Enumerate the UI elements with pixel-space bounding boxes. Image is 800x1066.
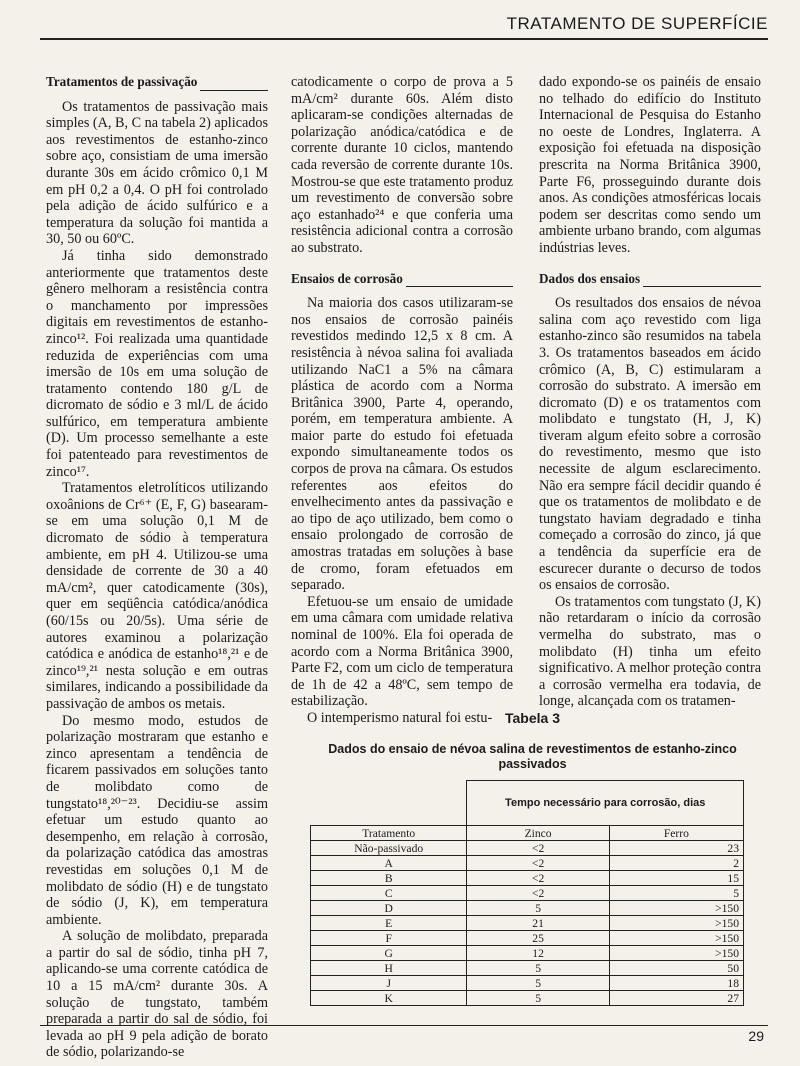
paragraph: Os resultados dos ensaios de névoa salina com aço revestido com liga estanho-zinco são resumidos na tabela 3. Os tratamentos baseados em ácido crômico (A, B, C) estimularam a corrosão do substrato. A imersão em dicromato (D) e os tratamentos com molibdato e tungstato (H, J, K) tiveram algum efeito sobre a corrosão do revestimento, mesmo que isto necessite de algum esclarecimento. Não era sempre fácil decidir quando é que os tratamentos de molibdato e de tungstato haviam degradado e tinha começado a corrosão do zinco, já que a tendência da superfície era de escurecer durante o decurso de todos os ensaios de corrosão. [539,295,761,594]
page-number: 29 [748,1028,764,1044]
table-group-header-row [311,781,744,826]
paragraph: Tratamentos eletrolíticos utilizando oxoânions de Cr⁶⁺ (E, F, G) basearam-se em uma solução 0,1 M de dicromato de sódio à temperatura ambiente, em pH 4. Utilizou-se uma densidade de corrente de 30 a 40 mA/cm², quer catodicamente (30s), quer em seqüência catódica/anódica (60/15s ou 20/5s). Uma série de autores examinou a polarização catódica e anódica de estanho¹⁸,²¹ e de zinco¹⁹,²¹ nesta solução e em outras similares, indicando a possibilidade da passivação de ambos os metais. [46,480,268,712]
table-row: C <2 5 [311,886,744,901]
table-row: D 5 >150 [311,901,744,916]
paragraph: Efetuou-se um ensaio de umidade em uma câmara com umidade relativa nominal de 100%. Ela foi operada de acordo com a Norma Britânica 3900, Parte F2, com um ciclo de temperatura de 1h de 42 a 48ºC, sem tempo de estabilização. [291,593,513,710]
paragraph: Os tratamentos com tungstato (J, K) não retardaram o início da corrosão vermelha do substrato, mas o molibdato (H) tinha um efeito significativo. A melhor proteção contra a corrosão vermelha era todavia, de longe, alcançada com os tratamen- [539,593,761,710]
paragraph: Na maioria dos casos utilizaram-se nos ensaios de corrosão painéis revestidos medindo 12,5 x 8 cm. A resistência à névoa salina foi avaliada utilizando NaC1 a 5% na câmara plástica de acordo com a Norma Britânica 3900, Parte 4, operando, porém, em temperatura ambiente. A maior parte do estudo foi efetuada expondo simultaneamente todos os corpos de prova na câmara. Os estudos referentes aos efeitos do envelhecimento antes da passivação e ao tipo de aço utilizado, bem como o ensaio prolongado de corrosão de amostras tratadas em soluções à base de cromo, foram efetuados em separado. [291,295,513,594]
column-2 [291,74,513,727]
group-header: Tempo necessário para corrosão, dias [467,781,744,826]
table-row: A <2 2 [311,856,744,871]
header-rule [40,38,768,40]
paragraph: Já tinha sido demonstrado anteriormente que tratamentos deste gênero melhoram a resistência contra o manchamento por impressões digitais em revestimentos de estanho-zinco¹². Foi realizada uma quantidade reduzida de experiências com uma imersão de 10s em uma solução de tratamento contendo 180 g/L de dicromato de sódio e 3 ml/L de ácido sulfúrico, em temperatura ambiente (D). Um processo semelhante a este foi patenteado para revestimentos de zinco¹⁷. [46,247,268,480]
paragraph: A solução de molibdato, preparada a partir do sal de sódio, tinha pH 7, aplicando-se uma corrente catódica de 10 a 15 mA/cm² durante 30s. A solução de tungstato, também preparada a partir do sal de sódio, foi levada ao pH 9 pela adição de borato de sódio, polarizando-se [46,928,268,1061]
footer-rule [40,1025,768,1026]
column-header: Zinco [467,826,609,841]
table-row: F 25 >150 [311,931,744,946]
section-heading-ensaios-corrosao: Ensaios de corrosão [291,271,513,288]
table-caption: Dados do ensaio de névoa salina de revestimentos de estanho-zinco passivados [328,742,737,771]
table-row: K 5 27 [311,991,744,1006]
paragraph: O intemperismo natural foi estu- [307,709,493,726]
running-header: TRATAMENTO DE SUPERFÍCIE [506,14,768,33]
table-caption-block [295,710,770,772]
column-3 [539,74,761,710]
table-row: B <2 15 [311,871,744,886]
column-header: Ferro [609,826,743,841]
paragraph: catodicamente o corpo de prova a 5 mA/cm² durante 60s. Além disto aplicaram-se condições alternadas de polarização anódica/catódica e de corrente durante 10 ciclos, mantendo cada reversão de corrente durante 10s. Mostrou-se que este tratamento produz um revestimento de conversão sobre aço estanhado²⁴ e que conferia uma resistência adicional contra a corrosão ao substrato. [291,74,513,256]
table-row: E 21 >150 [311,916,744,931]
table-row: J 5 18 [311,976,744,991]
column-1 [46,74,268,1061]
table-row: Não-passivado <2 23 [311,841,744,856]
table-title: Tabela 3 [505,710,560,726]
table-row: H 5 50 [311,961,744,976]
section-heading-passivacao: Tratamentos de passivação [46,74,268,91]
table-row: G 12 >150 [311,946,744,961]
data-table [310,780,744,1006]
paragraph: dado expondo-se os painéis de ensaio no telhado do edifício do Instituto Internacional de Pesquisa do Estanho no oeste de Londres, Inglaterra. A exposição foi efetuada na disposição prescrita na Norma Britânica 3900, Parte F6, prosseguindo durante dois anos. As condições atmosféricas locais podem ser descritas como sendo um ambiente urbano brando, com algumas indústrias leves. [539,74,761,256]
paragraph: Os tratamentos de passivação mais simples (A, B, C na tabela 2) aplicados aos revestimentos de estanho-zinco sobre aço, consistiam de uma imersão durante 30s em ácido crômico 0,1 M em pH 0,2 a 0,4. O pH foi controlado pela adição de ácido sulfúrico e a temperatura da solução foi mantida a 30, 50 ou 60ºC. [46,98,268,248]
column-header: Tratamento [311,826,467,841]
paragraph: Do mesmo modo, estudos de polarização mostraram que estanho e zinco apresentam a tendência de ficarem passivados em soluções tanto de molibdato como de tungstato¹⁸,²⁰⁻²³. Decidiu-se assim efetuar um estudo quanto ao desempenho, em relação à corrosão, da polarização catódica das amostras revestidas em soluções 0,1 M de molibdato de sódio (H) e de tungstato de sódio (J, K), em temperatura ambiente. [46,712,268,928]
table-header-row [311,826,744,841]
section-heading-dados-ensaios: Dados dos ensaios [539,271,761,288]
